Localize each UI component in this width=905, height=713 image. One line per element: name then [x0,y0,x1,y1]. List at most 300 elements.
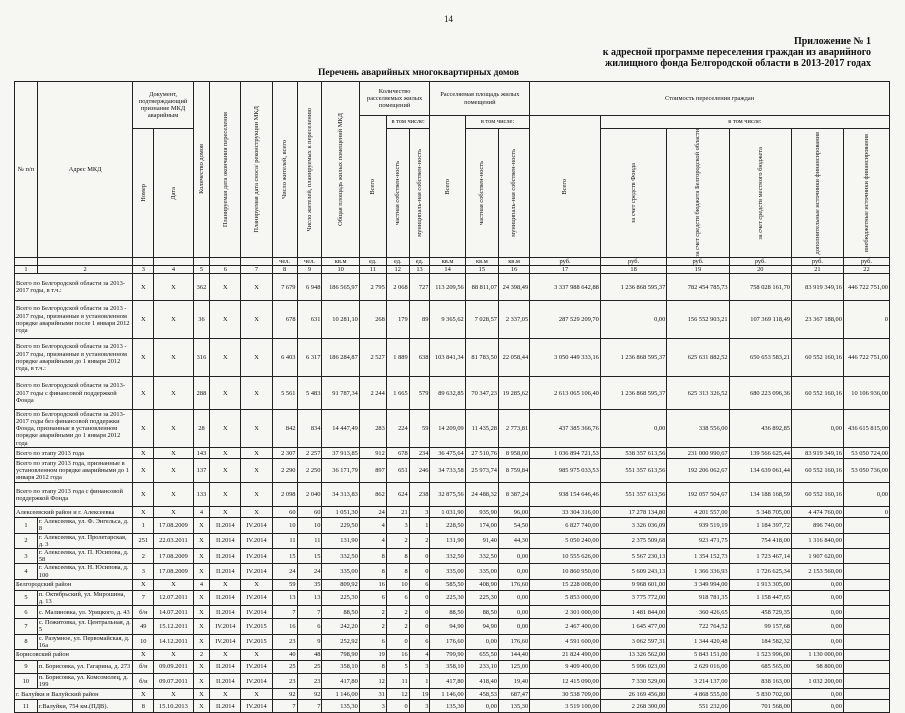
value-cell: 53 050 736,00 [843,459,889,483]
value-cell: 131,90 [430,533,465,548]
value-cell: X [241,650,272,661]
value-cell: IV.2014 [241,549,272,564]
value-cell: 1 366 336,93 [667,564,729,579]
value-cell: X [133,377,154,410]
value-cell: 37 913,85 [322,448,359,459]
value-cell: 238 [409,483,430,507]
column-number-cell: 13 [409,266,430,274]
value-cell: 10 [297,518,322,533]
value-cell: 131,90 [322,533,359,548]
value-cell: X [210,459,241,483]
value-cell: II.2014 [210,549,241,564]
value-cell: 48 [297,650,322,661]
value-cell: 9 409 400,00 [530,661,601,674]
value-cell: 0,00 [600,301,666,339]
header-count: Количество домов [193,82,210,258]
value-cell: 2 [359,606,386,619]
value-cell: 60 552 160,16 [791,339,843,377]
district-row [15,579,890,590]
value-cell: 91 787,34 [322,377,359,410]
summary-row [15,377,890,410]
value-cell: 446 722 751,00 [843,339,889,377]
value-cell: 5 [386,661,409,674]
column-number-cell: 11 [359,266,386,274]
value-cell: 1 031,90 [430,507,465,518]
value-cell [843,619,889,634]
value-cell: 2 337,05 [498,301,529,339]
value-cell: 631 [297,301,322,339]
value-cell: 1 051,30 [322,507,359,518]
summary-row [15,339,890,377]
value-cell: 88,50 [465,606,498,619]
row-number-cell: 1 [15,518,38,533]
column-number-cell: 22 [843,266,889,274]
value-cell: X [154,579,193,590]
unit-cell: руб. [667,257,729,265]
column-numbers-row [15,266,890,274]
table-row [15,674,890,689]
value-cell: X [133,274,154,301]
value-cell: 92 [297,689,322,700]
value-cell: 23 367 188,00 [791,301,843,339]
value-cell: 362 [193,274,210,301]
value-cell: IV.2014 [241,518,272,533]
value-cell: 458 729,35 [729,606,791,619]
value-cell: X [133,301,154,339]
unit-cell: кв.м [322,257,359,265]
value-cell: 21 [386,507,409,518]
value-cell: 2 098 [272,483,297,507]
address-cell: г. Алексеевка, ул. П. Юсипова, д. 58 [37,549,133,564]
value-cell: IV.2014 [241,674,272,689]
value-cell: X [241,507,272,518]
value-cell: X [241,459,272,483]
value-cell: 252,92 [322,634,359,649]
value-cell: 0 [409,564,430,579]
value-cell: 34 313,83 [322,483,359,507]
value-cell: 13 326 562,00 [600,650,666,661]
value-cell: 8 759,84 [498,459,529,483]
value-cell: 0,00 [600,410,666,448]
value-cell: X [133,448,154,459]
value-cell: 4 [409,650,430,661]
value-cell: 94,90 [465,619,498,634]
value-cell: 25 [272,661,297,674]
value-cell: 83 919 349,16 [791,274,843,301]
value-cell: 408,90 [465,579,498,590]
value-cell: 0 [409,619,430,634]
value-cell: X [133,650,154,661]
unit-cell: кв.м [465,257,498,265]
value-cell: 0 [409,590,430,605]
appendix-line-1: к адресной программе переселения граждан из аварийного [602,47,871,58]
value-cell: 1 [409,674,430,689]
column-number-cell: 5 [193,266,210,274]
unit-cell: руб. [600,257,666,265]
column-number-cell: 19 [667,266,729,274]
header-cost-fund: за счет средств Фонда [600,129,666,258]
unit-cell: чел. [297,257,322,265]
value-cell: 81 783,50 [465,339,498,377]
value-cell: II.2014 [210,606,241,619]
header-settled-incl: в том числе: [386,116,430,129]
value-cell: X [133,689,154,700]
value-cell: 0,00 [498,590,529,605]
value-cell: 4 [359,533,386,548]
value-cell: 4 474 760,00 [791,507,843,518]
value-cell: 16 [386,650,409,661]
value-cell: 918 781,35 [667,590,729,605]
value-cell: X [241,301,272,339]
value-cell: 174,00 [465,518,498,533]
value-cell: 224 [386,410,409,448]
value-cell: 446 722 751,00 [843,274,889,301]
unit-cell [210,257,241,265]
value-cell: 2 307 [272,448,297,459]
value-cell: 0,00 [791,579,843,590]
value-cell: 32 875,56 [430,483,465,507]
address-cell: с. Пожитовка, ул. Центральная, д. 5 [37,619,133,634]
value-cell: 6 [409,634,430,649]
value-cell: 23 [272,634,297,649]
table-row [15,590,890,605]
value-cell: 4 591 600,00 [530,634,601,649]
value-cell: 3 775 772,00 [600,590,666,605]
value-cell: 0,00 [843,483,889,507]
value-cell: 798,90 [322,650,359,661]
value-cell: 22 058,44 [498,339,529,377]
houses-table [14,81,890,713]
value-cell: 6 [409,579,430,590]
summary-row [15,483,890,507]
unit-cell [241,257,272,265]
value-cell: б/н [133,661,154,674]
table-row [15,700,890,713]
value-cell: 134 639 061,44 [729,459,791,483]
value-cell: 156 552 903,21 [667,301,729,339]
value-cell: 34 733,58 [430,459,465,483]
value-cell: X [210,339,241,377]
value-cell: 10 555 626,00 [530,549,601,564]
value-cell: 2 795 [359,274,386,301]
value-cell: 1 723 467,14 [729,549,791,564]
value-cell: IV.2014 [210,634,241,649]
value-cell: 1 [133,518,154,533]
value-cell: X [193,564,210,579]
value-cell: 0 [386,634,409,649]
value-cell: X [133,483,154,507]
value-cell: IV.2014 [241,533,272,548]
value-cell: 1 889 [386,339,409,377]
value-cell: 26 169 456,80 [600,689,666,700]
header-settled-group: Количество расселяемых жилых помещений [359,82,430,116]
value-cell: 625 313 326,52 [667,377,729,410]
table-row [15,634,890,649]
value-cell: 10 281,10 [322,301,359,339]
value-cell: 3 326 036,09 [600,518,666,533]
value-cell: X [154,274,193,301]
summary-row [15,459,890,483]
column-number-cell: 12 [386,266,409,274]
value-cell: 134 188 168,59 [729,483,791,507]
value-cell: 9 365,62 [430,301,465,339]
header-area-total: Общая площадь жилых помещений МКД [322,82,359,258]
value-cell: 144,40 [498,650,529,661]
address-cell: г. Алексеевка, ул. Пролетарская, д. 3 [37,533,133,548]
row-label-cell: Всего по Белгородской области за 2013 - 2017 годы, признанные в установленном порядке аварийными до 1 января 2012 года, в т.ч.: [15,339,133,377]
value-cell: 2 301 000,00 [530,606,601,619]
value-cell: 7 [297,606,322,619]
value-cell [843,689,889,700]
value-cell: 184 582,32 [729,634,791,649]
unit-cell: кв.м [430,257,465,265]
value-cell: 40 [272,650,297,661]
value-cell: X [241,377,272,410]
value-cell: 1 236 868 595,37 [600,377,666,410]
column-number-cell: 2 [37,266,133,274]
value-cell: 551 357 613,56 [600,483,666,507]
value-cell: X [154,459,193,483]
value-cell: 24 488,32 [465,483,498,507]
column-number-cell: 16 [498,266,529,274]
value-cell: 939 519,19 [667,518,729,533]
value-cell: 650 653 583,21 [729,339,791,377]
value-cell: 7 [133,590,154,605]
value-cell: 1 236 868 595,37 [600,274,666,301]
value-cell: 5 996 023,00 [600,661,666,674]
value-cell: II.2014 [210,590,241,605]
value-cell: X [193,606,210,619]
value-cell: 551 232,00 [667,700,729,713]
value-cell: 60 [272,507,297,518]
header-plan-settle: Планируемая дата окончания переселения [210,82,241,258]
value-cell: 2 [386,606,409,619]
column-number-cell: 3 [133,266,154,274]
value-cell: 54,50 [498,518,529,533]
value-cell: 25 973,74 [465,459,498,483]
column-number-cell: 9 [297,266,322,274]
value-cell: 1 [409,518,430,533]
value-cell: 23 [272,674,297,689]
value-cell: 2 [193,650,210,661]
column-number-cell: 18 [600,266,666,274]
value-cell: 12 [386,689,409,700]
value-cell: 133 [193,483,210,507]
row-number-cell: 9 [15,661,38,674]
value-cell [843,661,889,674]
value-cell: 1 032 200,00 [791,674,843,689]
value-cell: 8 [359,661,386,674]
value-cell: 2 629 016,00 [667,661,729,674]
value-cell: 17.08.2009 [154,518,193,533]
address-cell: п. Борисовка, ул. Гагарина, д. 273 [37,661,133,674]
value-cell: X [154,339,193,377]
value-cell: 13 [297,590,322,605]
value-cell: 0,00 [791,689,843,700]
table-row [15,549,890,564]
value-cell: 8 [386,549,409,564]
value-cell: 335,00 [430,564,465,579]
value-cell: 225,30 [322,590,359,605]
row-label-cell: Всего по Белгородской области за 2013-2017 годы, в т.ч.: [15,274,133,301]
value-cell: 186 565,97 [322,274,359,301]
value-cell: 27 510,76 [465,448,498,459]
value-cell: 0,00 [465,634,498,649]
value-cell: 0,00 [791,590,843,605]
value-cell: X [210,507,241,518]
value-cell: IV.2014 [241,564,272,579]
value-cell: 11 [272,533,297,548]
value-cell: 135,30 [498,700,529,713]
header-area-group: Расселяемая площадь жилых помещений [430,82,530,116]
value-cell: 8 387,24 [498,483,529,507]
district-row [15,689,890,700]
value-cell: 678 [272,301,297,339]
value-cell: 3 050 449 333,16 [530,339,601,377]
value-cell: X [154,377,193,410]
value-cell: 11 [386,674,409,689]
value-cell: 92 [272,689,297,700]
value-cell: 625 631 882,52 [667,339,729,377]
value-cell: 418,40 [465,674,498,689]
header-area-private: частная собствен-ность [465,129,498,258]
value-cell: X [193,634,210,649]
value-cell: 192 206 062,67 [667,459,729,483]
value-cell: 701 568,00 [729,700,791,713]
value-cell: 22.03.2011 [154,533,193,548]
value-cell: 3 349 994,00 [667,579,729,590]
column-number-cell: 10 [322,266,359,274]
value-cell: 842 [272,410,297,448]
value-cell: 15.10.2013 [154,700,193,713]
row-label-cell: Борисовский район [15,650,133,661]
unit-cell [193,257,210,265]
value-cell: 0,00 [498,619,529,634]
value-cell: 896 740,00 [791,518,843,533]
row-label-cell: г. Валуйки и Валуйский район [15,689,133,700]
value-cell: 6 [386,590,409,605]
district-row [15,650,890,661]
value-cell: X [154,507,193,518]
summary-row [15,448,890,459]
value-cell: 838 163,00 [729,674,791,689]
value-cell: 1 146,00 [430,689,465,700]
value-cell: 21 824 490,00 [530,650,601,661]
value-cell [843,533,889,548]
value-cell: 53 050 724,00 [843,448,889,459]
value-cell: 332,50 [465,549,498,564]
column-number-cell: 8 [272,266,297,274]
value-cell: 2 068 [386,274,409,301]
value-cell: 1 316 840,00 [791,533,843,548]
value-cell: 9 968 601,00 [600,579,666,590]
value-cell: 2 773,81 [498,410,529,448]
value-cell: 1 236 868 595,37 [600,339,666,377]
value-cell: 579 [409,377,430,410]
value-cell: 458,53 [465,689,498,700]
value-cell: 59 [272,579,297,590]
value-cell: 14 447,49 [322,410,359,448]
value-cell: 09.07.2011 [154,674,193,689]
value-cell: 89 [409,301,430,339]
row-label-cell: Всего по этапу 2013 года [15,448,133,459]
value-cell [843,549,889,564]
value-cell: 935,90 [465,507,498,518]
value-cell: 6 827 740,00 [530,518,601,533]
value-cell: 11 435,28 [465,410,498,448]
table-title: Перечень аварийных многоквартирных домов [318,68,520,78]
row-label-cell: Всего по Белгородской области за 2013 - 2017 годы, признанные в установленном порядке аварийными после 1 января 2012 года [15,301,133,339]
value-cell: 113 209,56 [430,274,465,301]
column-number-cell: 15 [465,266,498,274]
column-number-cell: 4 [154,266,193,274]
value-cell: 5 483 [297,377,322,410]
table-body [15,274,890,713]
value-cell: 251 [133,533,154,548]
value-cell: 938 154 646,46 [530,483,601,507]
value-cell: X [133,410,154,448]
value-cell: 1 645 477,00 [600,619,666,634]
value-cell: 1 665 [386,377,409,410]
value-cell: IV.2014 [241,590,272,605]
address-cell: п. Борисовка, ул. Комсомолец, д. 199 [37,674,133,689]
value-cell: 3 [386,518,409,533]
value-cell: 4 [359,518,386,533]
value-cell: 143 [193,448,210,459]
value-cell [843,606,889,619]
value-cell: 11 [297,533,322,548]
value-cell: IV.2015 [241,619,272,634]
value-cell: 3 062 597,31 [600,634,666,649]
value-cell [843,650,889,661]
value-cell: X [210,274,241,301]
value-cell: 3 [409,700,430,713]
value-cell: 8 [359,564,386,579]
value-cell: 897 [359,459,386,483]
header-settled-private: частная собствен-ность [386,129,409,258]
value-cell: IV.2014 [210,619,241,634]
value-cell: 17.08.2009 [154,564,193,579]
header-cost-local: за счет средств местного бюджета [729,129,791,258]
value-cell: 09.09.2011 [154,661,193,674]
value-cell: 8 [133,700,154,713]
value-cell: 1 913 305,00 [729,579,791,590]
value-cell: 5 843 151,00 [667,650,729,661]
value-cell: X [241,339,272,377]
address-cell: г.Валуйки, 754 км.(ПДВ). [37,700,133,713]
value-cell: 225,30 [465,590,498,605]
value-cell: 3 519 100,00 [530,700,601,713]
value-cell: 5 561 [272,377,297,410]
value-cell [843,700,889,713]
value-cell: 60 [297,507,322,518]
value-cell: 0,00 [498,564,529,579]
summary-row [15,410,890,448]
value-cell: 1 146,00 [322,689,359,700]
unit-cell: руб. [843,257,889,265]
value-cell: 242,20 [322,619,359,634]
value-cell: X [210,689,241,700]
value-cell: X [193,674,210,689]
unit-cell: ед. [409,257,430,265]
value-cell [843,674,889,689]
value-cell: 35 [297,579,322,590]
value-cell: 436 892,85 [729,410,791,448]
column-number-cell: 17 [530,266,601,274]
value-cell: X [210,410,241,448]
value-cell: 799,90 [430,650,465,661]
value-cell: 10 [133,634,154,649]
